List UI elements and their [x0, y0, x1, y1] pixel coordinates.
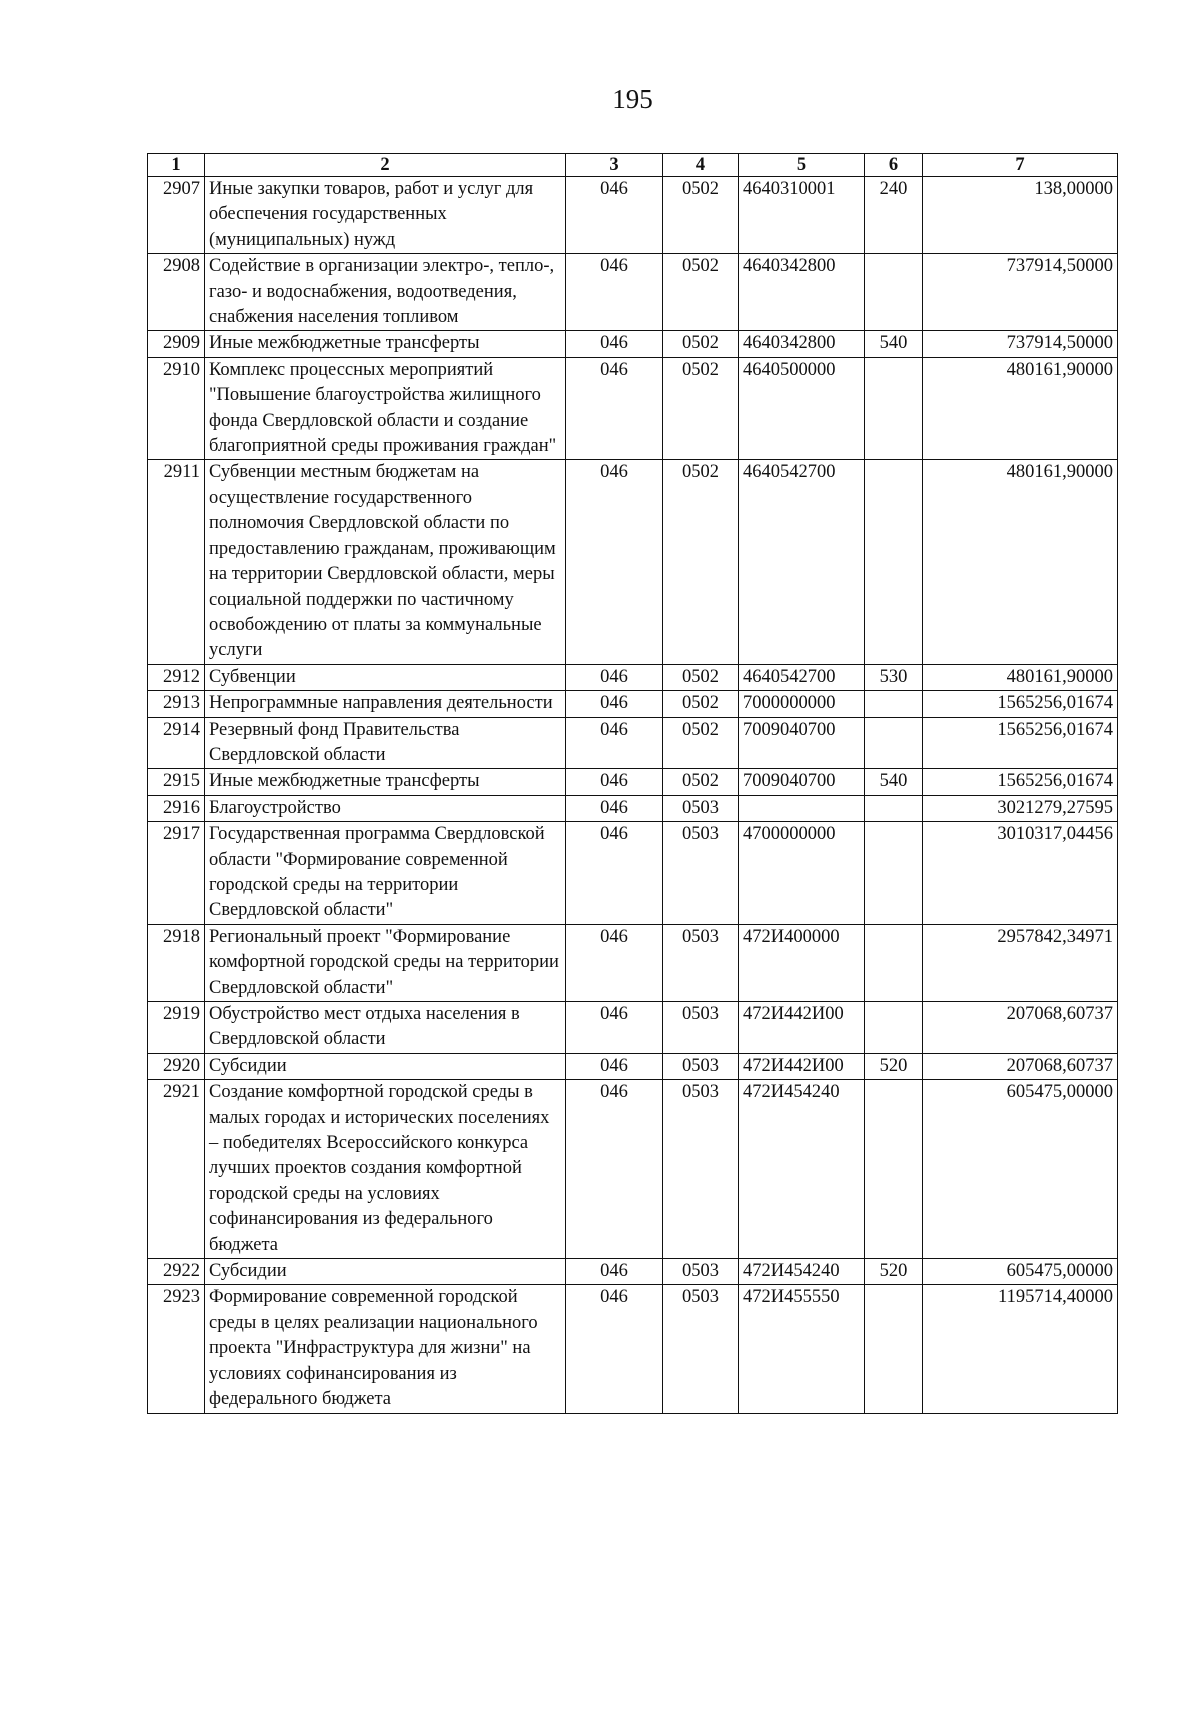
- row-target-code: [739, 795, 865, 821]
- row-number: 2921: [148, 1080, 205, 1259]
- row-admin-code: 046: [566, 924, 663, 1001]
- row-section-code: 0502: [663, 691, 739, 717]
- row-admin-code: 046: [566, 769, 663, 795]
- row-expense-type: [865, 1080, 923, 1259]
- row-target-code: 472И442И00: [739, 1053, 865, 1079]
- row-admin-code: 046: [566, 1053, 663, 1079]
- row-expense-type: [865, 460, 923, 664]
- column-header: 2: [205, 154, 566, 177]
- row-admin-code: 046: [566, 1080, 663, 1259]
- row-admin-code: 046: [566, 254, 663, 331]
- row-expense-type: 530: [865, 664, 923, 690]
- table-row: [148, 795, 1118, 821]
- row-target-code: 472И400000: [739, 924, 865, 1001]
- budget-table: [147, 153, 1118, 1414]
- column-header: 3: [566, 154, 663, 177]
- row-amount: 737914,50000: [923, 254, 1118, 331]
- table-body: [148, 177, 1118, 1414]
- row-number: 2916: [148, 795, 205, 821]
- table-row: [148, 1053, 1118, 1079]
- row-section-code: 0502: [663, 664, 739, 690]
- row-amount: 207068,60737: [923, 1002, 1118, 1054]
- table-row: [148, 357, 1118, 460]
- row-name: Региональный проект "Формирование комфортной городской среды на территории Свердловской области": [205, 924, 566, 1001]
- row-admin-code: 046: [566, 664, 663, 690]
- row-target-code: 4640310001: [739, 177, 865, 254]
- row-number: 2914: [148, 717, 205, 769]
- row-number: 2917: [148, 822, 205, 925]
- row-number: 2912: [148, 664, 205, 690]
- column-header: 1: [148, 154, 205, 177]
- row-name: Субвенции: [205, 664, 566, 690]
- row-expense-type: [865, 691, 923, 717]
- row-section-code: 0503: [663, 1285, 739, 1413]
- row-target-code: 7009040700: [739, 769, 865, 795]
- row-admin-code: 046: [566, 717, 663, 769]
- row-admin-code: 046: [566, 460, 663, 664]
- row-target-code: 4640542700: [739, 460, 865, 664]
- table-row: [148, 1259, 1118, 1285]
- row-admin-code: 046: [566, 177, 663, 254]
- table-row: [148, 691, 1118, 717]
- row-section-code: 0503: [663, 1053, 739, 1079]
- row-name: Субвенции местным бюджетам на осуществление государственного полномочия Свердловской области по предоставлению гражданам, проживающим на территории Свердловской области, меры социальной поддержки по частичному освобождению от платы за коммунальные услуги: [205, 460, 566, 664]
- row-target-code: 4640500000: [739, 357, 865, 460]
- row-amount: 480161,90000: [923, 460, 1118, 664]
- row-number: 2913: [148, 691, 205, 717]
- row-target-code: 4640342800: [739, 331, 865, 357]
- row-target-code: 472И454240: [739, 1080, 865, 1259]
- row-name: Комплекс процессных мероприятий "Повышение благоустройства жилищного фонда Свердловской области и создание благоприятной среды проживания граждан": [205, 357, 566, 460]
- table-row: [148, 769, 1118, 795]
- table-row: [148, 460, 1118, 664]
- row-admin-code: 046: [566, 1002, 663, 1054]
- row-admin-code: 046: [566, 795, 663, 821]
- table-row: [148, 822, 1118, 925]
- row-amount: 2957842,34971: [923, 924, 1118, 1001]
- row-target-code: 4640542700: [739, 664, 865, 690]
- row-amount: 207068,60737: [923, 1053, 1118, 1079]
- row-section-code: 0503: [663, 1080, 739, 1259]
- row-amount: 605475,00000: [923, 1080, 1118, 1259]
- row-number: 2910: [148, 357, 205, 460]
- row-number: 2908: [148, 254, 205, 331]
- row-expense-type: [865, 717, 923, 769]
- row-target-code: 472И455550: [739, 1285, 865, 1413]
- row-target-code: 7009040700: [739, 717, 865, 769]
- row-target-code: 7000000000: [739, 691, 865, 717]
- row-name: Создание комфортной городской среды в малых городах и исторических поселениях – победителях Всероссийского конкурса лучших проектов создания комфортной городской среды на условиях софинансирования из федерального бюджета: [205, 1080, 566, 1259]
- row-target-code: 4700000000: [739, 822, 865, 925]
- row-section-code: 0502: [663, 177, 739, 254]
- row-section-code: 0503: [663, 822, 739, 925]
- row-section-code: 0503: [663, 924, 739, 1001]
- row-number: 2923: [148, 1285, 205, 1413]
- row-admin-code: 046: [566, 331, 663, 357]
- row-name: Иные межбюджетные трансферты: [205, 331, 566, 357]
- row-expense-type: 540: [865, 331, 923, 357]
- row-section-code: 0502: [663, 357, 739, 460]
- row-name: Субсидии: [205, 1053, 566, 1079]
- row-name: Иные закупки товаров, работ и услуг для обеспечения государственных (муниципальных) нужд: [205, 177, 566, 254]
- row-admin-code: 046: [566, 1259, 663, 1285]
- row-expense-type: 520: [865, 1053, 923, 1079]
- header-row: [148, 154, 1118, 177]
- row-name: Обустройство мест отдыха населения в Свердловской области: [205, 1002, 566, 1054]
- row-amount: 138,00000: [923, 177, 1118, 254]
- column-header: 5: [739, 154, 865, 177]
- row-admin-code: 046: [566, 822, 663, 925]
- column-header: 6: [865, 154, 923, 177]
- row-amount: 480161,90000: [923, 664, 1118, 690]
- row-expense-type: [865, 1285, 923, 1413]
- row-name: Государственная программа Свердловской области "Формирование современной городской среды на территории Свердловской области": [205, 822, 566, 925]
- row-amount: 1565256,01674: [923, 691, 1118, 717]
- row-number: 2911: [148, 460, 205, 664]
- row-expense-type: 520: [865, 1259, 923, 1285]
- row-number: 2909: [148, 331, 205, 357]
- row-name: Формирование современной городской среды в целях реализации национального проекта "Инфраструктура для жизни" на условиях софинансирования из федерального бюджета: [205, 1285, 566, 1413]
- table-row: [148, 254, 1118, 331]
- row-expense-type: [865, 254, 923, 331]
- row-admin-code: 046: [566, 1285, 663, 1413]
- row-expense-type: [865, 357, 923, 460]
- table-row: [148, 924, 1118, 1001]
- row-expense-type: [865, 1002, 923, 1054]
- row-name: Иные межбюджетные трансферты: [205, 769, 566, 795]
- row-target-code: 4640342800: [739, 254, 865, 331]
- row-name: Благоустройство: [205, 795, 566, 821]
- table-row: [148, 664, 1118, 690]
- row-name: Резервный фонд Правительства Свердловской области: [205, 717, 566, 769]
- table-row: [148, 717, 1118, 769]
- row-number: 2922: [148, 1259, 205, 1285]
- row-name: Содействие в организации электро-, тепло-, газо- и водоснабжения, водоотведения, снабжения населения топливом: [205, 254, 566, 331]
- column-header: 7: [923, 154, 1118, 177]
- column-header: 4: [663, 154, 739, 177]
- page-number: 195: [612, 84, 653, 114]
- row-section-code: 0502: [663, 769, 739, 795]
- row-number: 2920: [148, 1053, 205, 1079]
- row-number: 2915: [148, 769, 205, 795]
- row-admin-code: 046: [566, 357, 663, 460]
- row-amount: 737914,50000: [923, 331, 1118, 357]
- row-expense-type: [865, 795, 923, 821]
- row-amount: 3021279,27595: [923, 795, 1118, 821]
- row-amount: 1565256,01674: [923, 769, 1118, 795]
- row-expense-type: 240: [865, 177, 923, 254]
- row-amount: 1195714,40000: [923, 1285, 1118, 1413]
- row-section-code: 0502: [663, 254, 739, 331]
- row-amount: 605475,00000: [923, 1259, 1118, 1285]
- table-row: [148, 1080, 1118, 1259]
- row-section-code: 0503: [663, 1002, 739, 1054]
- table-row: [148, 1285, 1118, 1413]
- table-row: [148, 331, 1118, 357]
- row-expense-type: 540: [865, 769, 923, 795]
- row-name: Субсидии: [205, 1259, 566, 1285]
- row-number: 2919: [148, 1002, 205, 1054]
- row-target-code: 472И454240: [739, 1259, 865, 1285]
- row-amount: 3010317,04456: [923, 822, 1118, 925]
- row-amount: 1565256,01674: [923, 717, 1118, 769]
- row-section-code: 0502: [663, 717, 739, 769]
- row-name: Непрограммные направления деятельности: [205, 691, 566, 717]
- row-admin-code: 046: [566, 691, 663, 717]
- row-expense-type: [865, 924, 923, 1001]
- row-expense-type: [865, 822, 923, 925]
- table-row: [148, 1002, 1118, 1054]
- row-amount: 480161,90000: [923, 357, 1118, 460]
- row-number: 2907: [148, 177, 205, 254]
- row-section-code: 0503: [663, 1259, 739, 1285]
- row-number: 2918: [148, 924, 205, 1001]
- row-section-code: 0502: [663, 460, 739, 664]
- row-section-code: 0503: [663, 795, 739, 821]
- row-section-code: 0502: [663, 331, 739, 357]
- table-row: [148, 177, 1118, 254]
- row-target-code: 472И442И00: [739, 1002, 865, 1054]
